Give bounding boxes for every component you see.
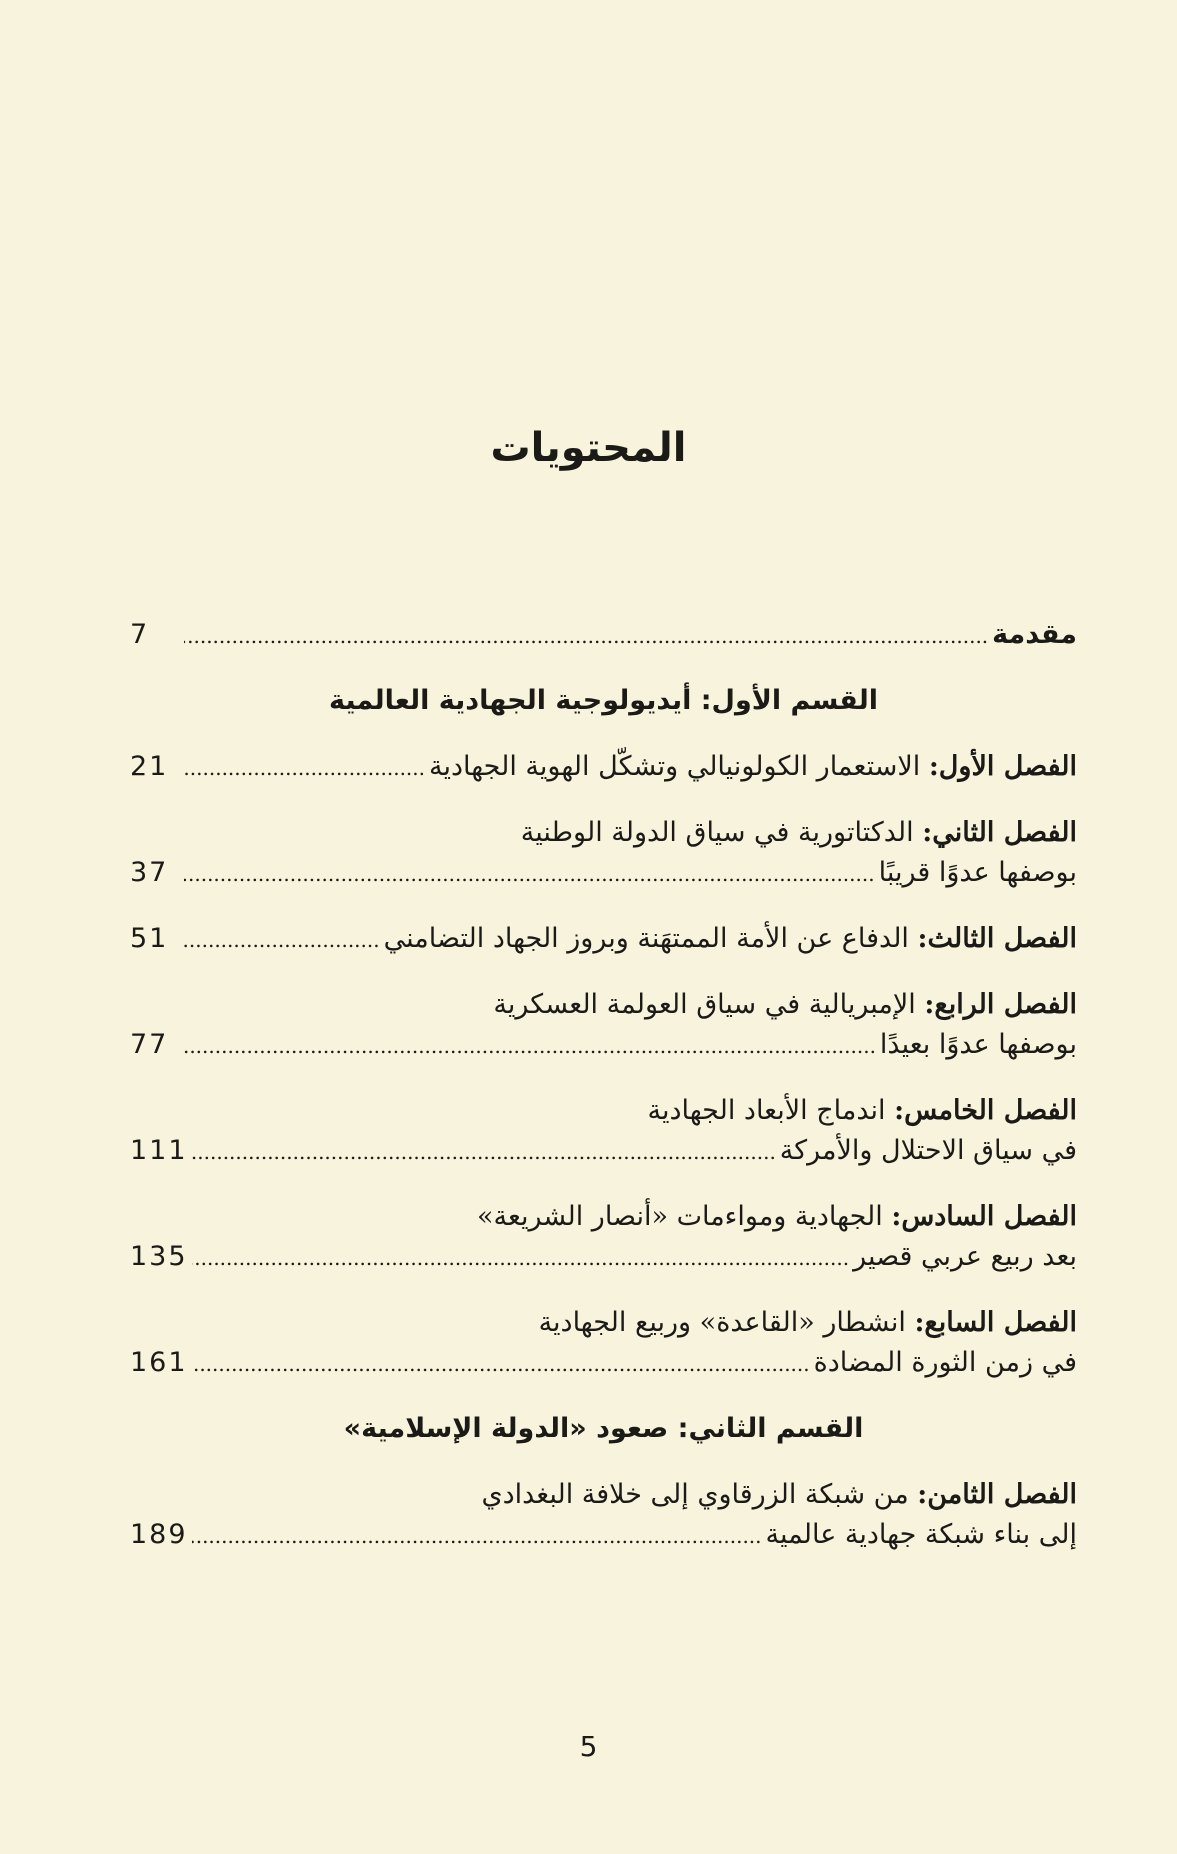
dot-leader <box>192 1516 762 1556</box>
toc-page-number: 37 <box>130 857 169 888</box>
page-number: 5 <box>579 1730 598 1763</box>
chapter-prefix: الفصل الثالث: <box>917 923 1077 954</box>
toc-page-number: 189 <box>130 1519 188 1550</box>
toc-entry-chapter-3[interactable] <box>130 919 1077 959</box>
toc-entry-chapter-2-cont[interactable] <box>130 853 1077 893</box>
chapter-title: من شبكة الزرقاوي إلى خلافة البغدادي <box>481 1479 909 1510</box>
toc-entry-chapter-8[interactable] <box>130 1475 1077 1515</box>
chapter-title: الإمبريالية في سياق العولمة العسكرية <box>493 989 916 1020</box>
chapter-title: الجهادية ومواءمات «أنصار الشريعة» <box>476 1201 883 1232</box>
dot-leader <box>192 1238 850 1278</box>
toc-entry-chapter-6[interactable] <box>130 1197 1077 1237</box>
part-heading: القسم الثاني: صعود «الدولة الإسلامية» <box>343 1413 864 1444</box>
toc-page-number: 7 <box>130 619 150 650</box>
chapter-prefix: الفصل الثامن: <box>917 1479 1077 1510</box>
toc-page-number: 77 <box>130 1029 169 1060</box>
table-of-contents <box>130 615 1077 1555</box>
dot-leader <box>192 1344 810 1384</box>
page-title: المحتويات <box>490 425 687 471</box>
toc-entry-chapter-7[interactable] <box>130 1303 1077 1343</box>
chapter-title-continued: إلى بناء شبكة جهادية عالمية <box>765 1519 1077 1550</box>
toc-page-number: 161 <box>130 1347 188 1378</box>
chapter-prefix: الفصل الأول: <box>928 751 1077 782</box>
dot-leader <box>184 920 380 960</box>
dot-leader <box>184 616 988 656</box>
dot-leader <box>184 748 425 788</box>
chapter-title: الدفاع عن الأمة الممتهَنة وبروز الجهاد التضامني <box>383 923 909 954</box>
chapter-title-continued: بعد ربيع عربي قصير <box>853 1241 1077 1272</box>
toc-entry-chapter-1[interactable] <box>130 747 1077 787</box>
toc-entry-chapter-7-cont[interactable] <box>130 1343 1077 1383</box>
toc-entry-label: مقدمة <box>992 619 1077 650</box>
toc-entry-chapter-2[interactable] <box>130 813 1077 853</box>
chapter-title-continued: في زمن الثورة المضادة <box>813 1347 1077 1378</box>
part-heading: القسم الأول: أيديولوجية الجهادية العالمية <box>328 685 878 716</box>
toc-page-number: 135 <box>130 1241 188 1272</box>
toc-entry-chapter-5[interactable] <box>130 1091 1077 1131</box>
dot-leader <box>184 1026 876 1066</box>
chapter-prefix: الفصل السادس: <box>891 1201 1077 1232</box>
toc-entry-chapter-4-cont[interactable] <box>130 1025 1077 1065</box>
dot-leader <box>192 1132 776 1172</box>
chapter-title-continued: في سياق الاحتلال والأمركة <box>779 1135 1077 1166</box>
toc-page-number: 51 <box>130 923 169 954</box>
chapter-title: انشطار «القاعدة» وربيع الجهادية <box>538 1307 906 1338</box>
toc-page-number: 111 <box>130 1135 188 1166</box>
chapter-title-continued: بوصفها عدوًا بعيدًا <box>879 1029 1077 1060</box>
chapter-title: الاستعمار الكولونيالي وتشكّل الهوية الجهادية <box>429 751 921 782</box>
dot-leader <box>184 854 875 894</box>
chapter-prefix: الفصل السابع: <box>914 1307 1077 1338</box>
toc-entry-chapter-5-cont[interactable] <box>130 1131 1077 1171</box>
toc-page-number: 21 <box>130 751 169 782</box>
chapter-prefix: الفصل الرابع: <box>924 989 1077 1020</box>
chapter-title: الدكتاتورية في سياق الدولة الوطنية <box>520 817 914 848</box>
chapter-title: اندماج الأبعاد الجهادية <box>647 1095 886 1126</box>
toc-entry-chapter-8-cont[interactable] <box>130 1515 1077 1555</box>
toc-entry-intro[interactable] <box>130 615 1077 655</box>
toc-entry-chapter-6-cont[interactable] <box>130 1237 1077 1277</box>
chapter-title-continued: بوصفها عدوًا قريبًا <box>878 857 1077 888</box>
toc-entry-chapter-4[interactable] <box>130 985 1077 1025</box>
chapter-prefix: الفصل الثاني: <box>922 817 1077 848</box>
chapter-prefix: الفصل الخامس: <box>894 1095 1077 1126</box>
